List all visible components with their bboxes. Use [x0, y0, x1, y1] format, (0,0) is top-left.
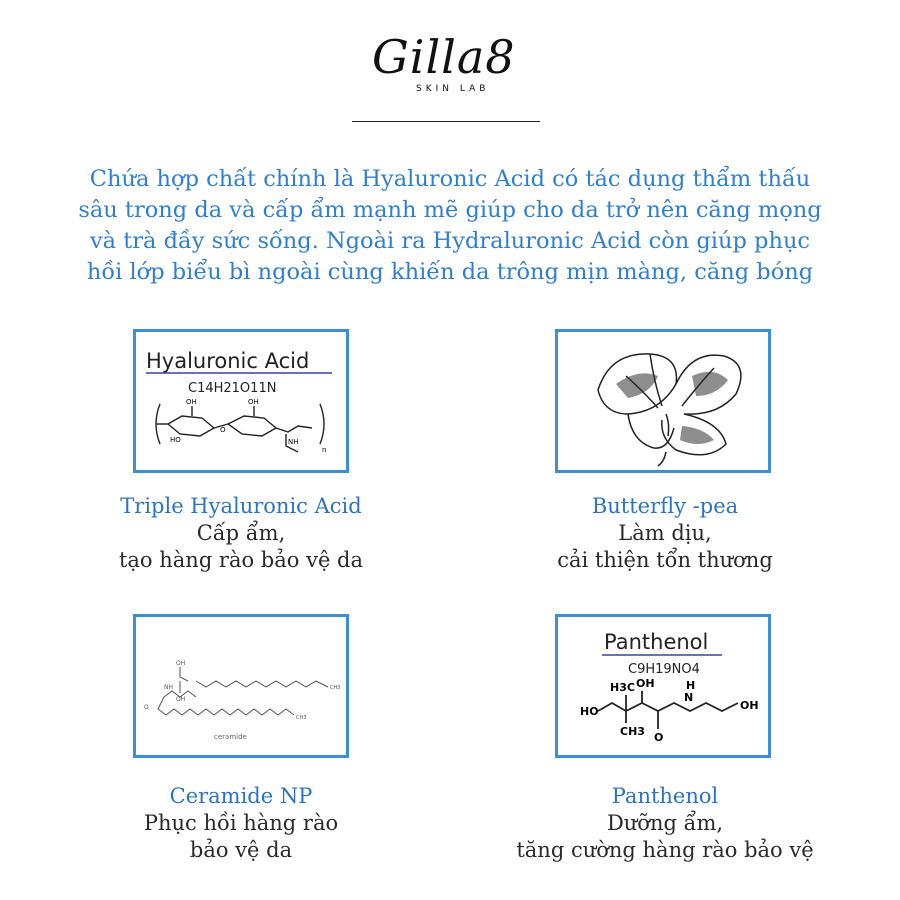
ingredient-desc-line: Dưỡng ẩm,	[606, 811, 724, 835]
label-oh-top: OH	[176, 660, 186, 667]
hyaluronic-skeleton	[156, 404, 327, 454]
hyaluronic-name: Hyaluronic Acid	[146, 349, 310, 373]
panthenol-structure-drawing	[558, 617, 768, 755]
brand-logo	[360, 28, 540, 108]
ceramide-image	[133, 614, 349, 758]
ingredient-desc-line: bảo vệ da	[189, 838, 293, 862]
label-n: n	[322, 446, 327, 454]
ingredient-desc-line: Làm dịu,	[618, 521, 712, 545]
label-ch3-b: CH3	[296, 715, 307, 721]
panthenol-formula: C9H19NO4	[628, 662, 700, 677]
ceramide-caption: ceramide	[214, 733, 247, 741]
hyaluronic-formula: C14H21O11N	[188, 381, 277, 396]
label-ho: HO	[170, 436, 181, 444]
label-ho: HO	[580, 705, 599, 718]
brand-logo-script: Gilla8	[372, 30, 516, 84]
label-oh-mid: OH	[176, 696, 186, 703]
label-o: O	[144, 704, 149, 711]
label-o: O	[654, 731, 664, 744]
flower-sketch-icon	[558, 332, 768, 470]
ingredient-desc-line: cải thiện tổn thương	[557, 548, 773, 572]
hyaluronic-structure-drawing	[136, 332, 346, 470]
label-nh: NH	[288, 438, 299, 446]
ingredient-title: Butterfly -pea	[591, 494, 739, 518]
label-h3c: H3C	[610, 681, 635, 694]
label-o: O	[220, 426, 226, 434]
ingredient-desc-line: tăng cường hàng rào bảo vệ	[516, 838, 814, 862]
ingredient-desc-line: Phục hồi hàng rào	[143, 811, 339, 835]
label-ch3-a: CH3	[330, 685, 341, 691]
ceramide-structure-drawing	[136, 617, 346, 755]
intro-line: và trà đầy sức sống. Ngoài ra Hydraluronic Acid còn giúp phục	[89, 228, 811, 254]
ingredient-title: Triple Hyaluronic Acid	[120, 494, 362, 518]
label-n: N	[684, 691, 694, 704]
ingredient-title: Panthenol	[611, 784, 719, 808]
label-nh: NH	[164, 684, 173, 691]
label-ch3: CH3	[620, 725, 645, 738]
butterfly-pea-image	[555, 329, 771, 473]
label-oh-end: OH	[740, 699, 759, 712]
intro-paragraph	[40, 164, 860, 288]
header-divider	[352, 121, 540, 122]
panthenol-name: Panthenol	[604, 630, 709, 654]
intro-line: sâu trong da và cấp ẩm mạnh mẽ giúp cho da trở nên căng mọng	[78, 197, 822, 223]
panthenol-image	[555, 614, 771, 758]
hyaluronic-acid-image	[133, 329, 349, 473]
brand-logo-subtitle: SKIN LAB	[416, 84, 490, 94]
ingredient-title: Ceramide NP	[169, 784, 313, 808]
ingredient-desc-line: tạo hàng rào bảo vệ da	[118, 548, 364, 572]
label-oh-1: OH	[186, 398, 197, 406]
ingredient-desc-line: Cấp ẩm,	[196, 521, 286, 545]
intro-line: Chứa hợp chất chính là Hyaluronic Acid có tác dụng thẩm thấu	[89, 166, 811, 192]
intro-line: hồi lớp biểu bì ngoài cùng khiến da trông mịn màng, căng bóng	[86, 259, 814, 285]
label-oh-top: OH	[636, 677, 655, 690]
label-h: H	[686, 679, 696, 692]
label-oh-2: OH	[248, 398, 259, 406]
